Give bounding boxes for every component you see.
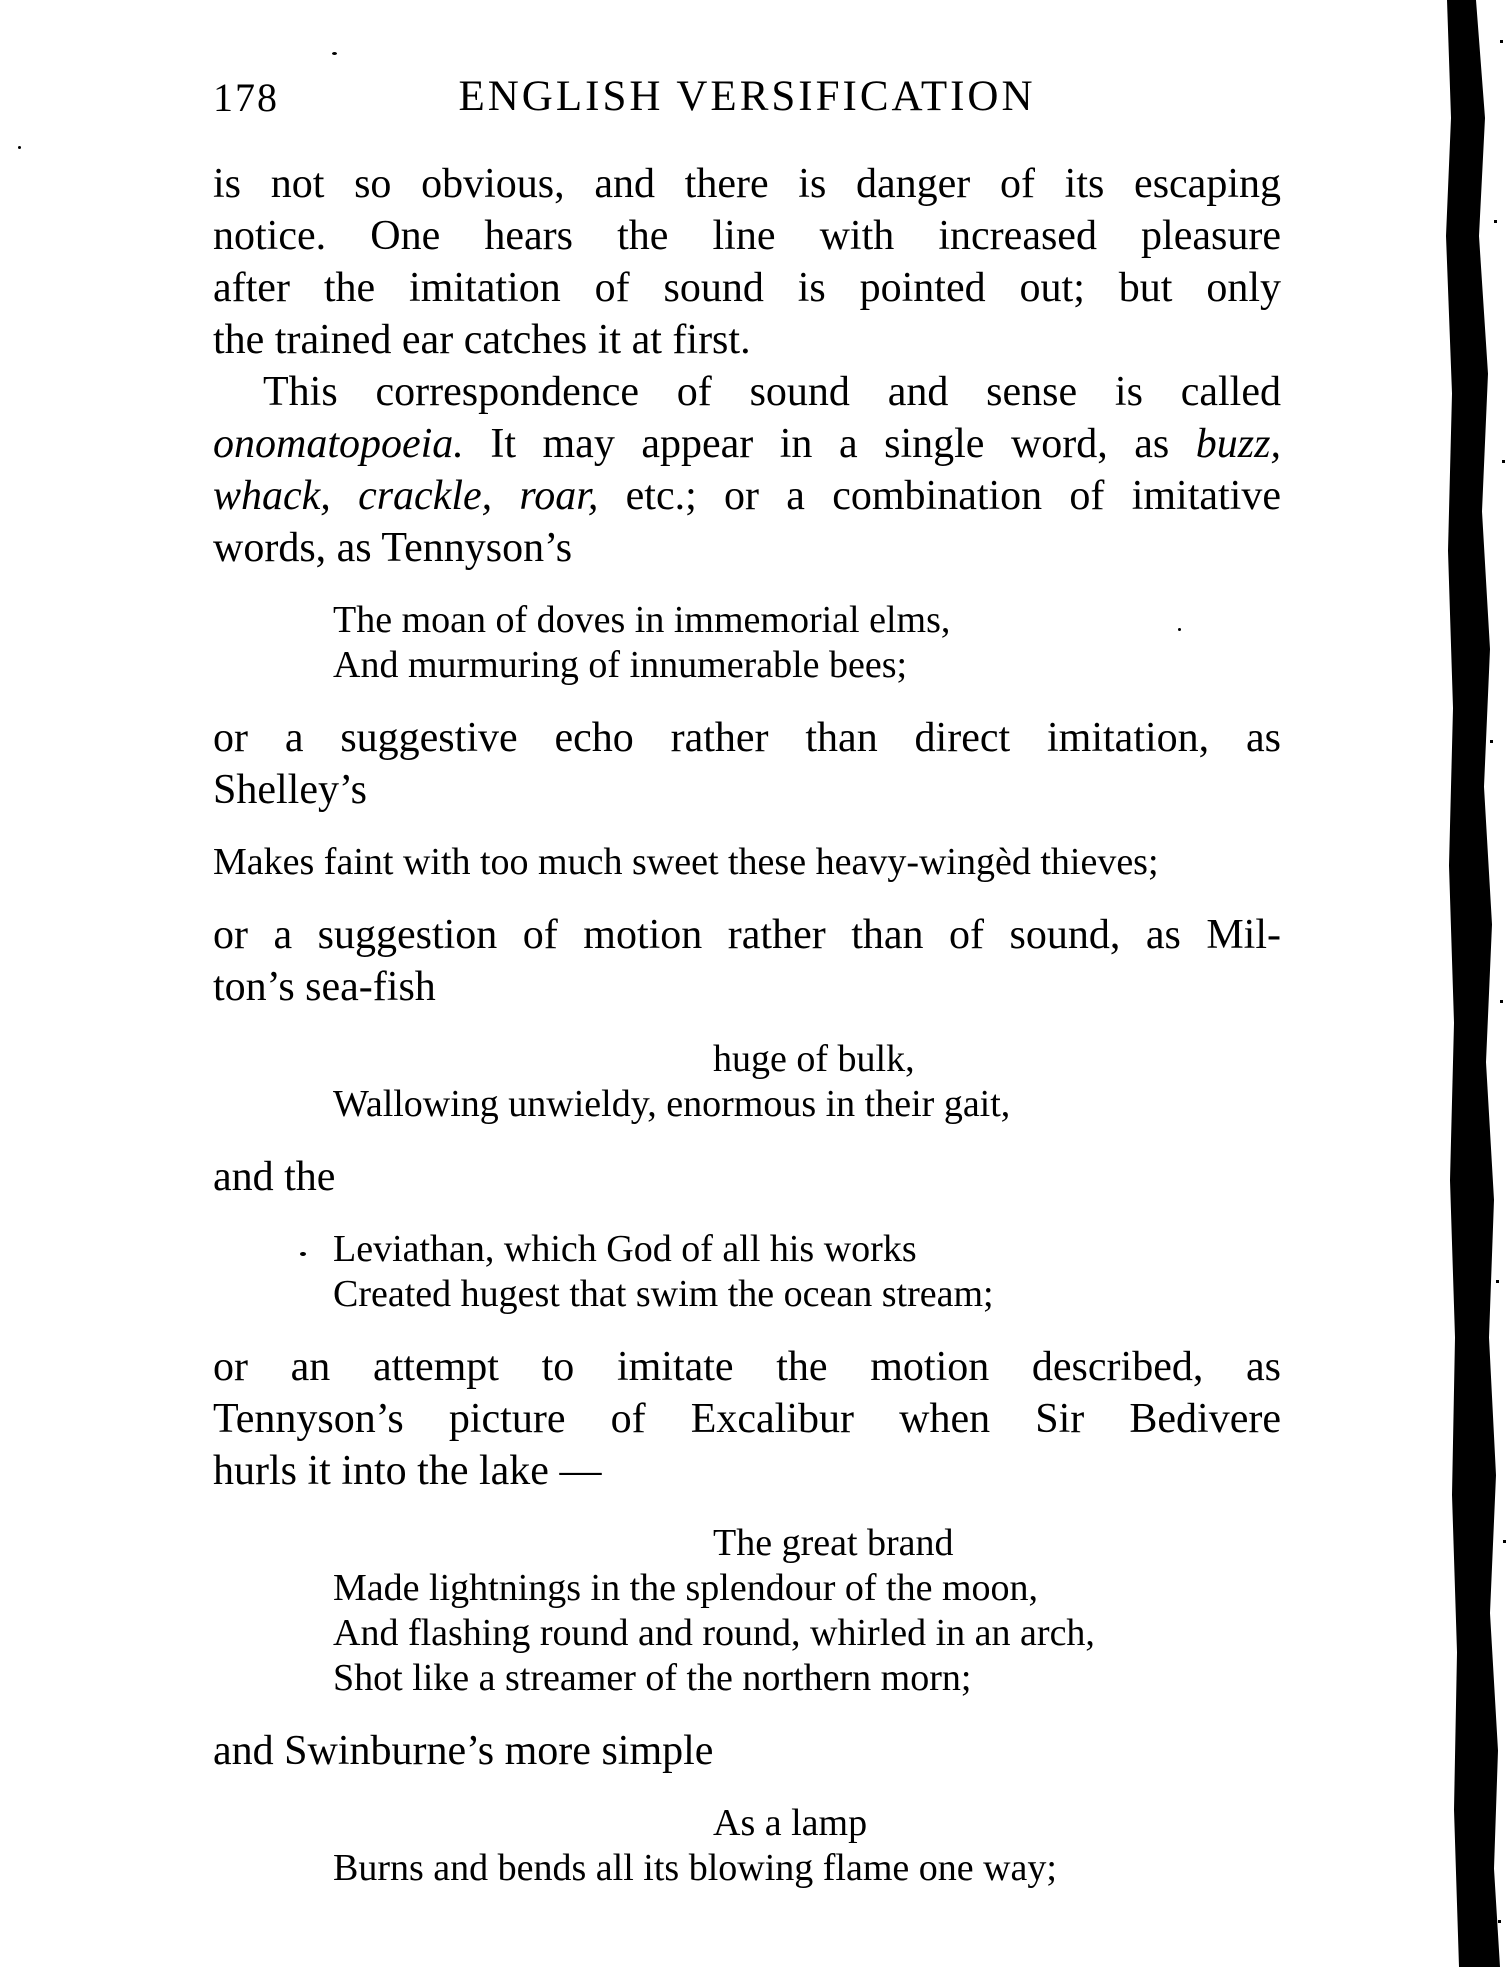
text-line: notice. One hears the line with increased pleasure xyxy=(213,213,1281,259)
text-line: The moan of doves in immemorial elms, xyxy=(333,599,951,641)
paragraph-block xyxy=(213,712,1281,816)
paragraph-block xyxy=(213,909,1281,1013)
paragraph-block xyxy=(213,1725,1281,1777)
verse-block xyxy=(213,840,1281,885)
verse-block xyxy=(213,1227,1281,1317)
paragraph-block xyxy=(213,1341,1281,1497)
italic-segment: whack, crackle, roar, xyxy=(213,473,599,519)
italic-segment: onomatopoeia. xyxy=(213,421,464,467)
text-line: Created hugest that swim the ocean stream; xyxy=(333,1273,994,1315)
text-line: the trained ear catches it at first. xyxy=(213,317,751,363)
text-line: is not so obvious, and there is danger of its escaping xyxy=(213,161,1281,207)
text-line: after the imitation of sound is pointed out; but only xyxy=(213,265,1281,311)
text-line: Shelley’s xyxy=(213,767,367,813)
text-line: And murmuring of innumerable bees; xyxy=(333,644,908,686)
text-segment: etc.; or a combination of imitative xyxy=(598,473,1281,519)
text-line: Tennyson’s picture of Excalibur when Sir Bedivere xyxy=(213,1396,1281,1442)
ink-speck xyxy=(1178,628,1181,631)
ink-speck xyxy=(332,52,337,55)
paragraph-block xyxy=(213,158,1281,366)
text-line: ton’s sea-fish xyxy=(213,964,436,1010)
page-header xyxy=(213,74,1281,122)
text-line xyxy=(213,470,1281,522)
text-content xyxy=(213,158,1281,1891)
text-segment: It may appear in a single word, as xyxy=(463,421,1196,467)
text-line: hurls it into the lake — xyxy=(213,1448,602,1494)
page-number: 178 xyxy=(213,75,279,120)
text-line: Made lightnings in the splendour of the moon, xyxy=(333,1567,1039,1609)
text-line: or an attempt to imitate the motion described, as xyxy=(213,1344,1281,1390)
ink-speck xyxy=(300,1252,306,1256)
running-head-title: ENGLISH VERSIFICATION xyxy=(458,73,1036,120)
paragraph-block xyxy=(213,366,1281,574)
text-line: or a suggestive echo rather than direct imitation, as xyxy=(213,715,1281,761)
text-line: or a suggestion of motion rather than of sound, as Mil- xyxy=(213,912,1281,958)
text-line: The great brand xyxy=(713,1522,954,1564)
italic-segment: buzz, xyxy=(1195,421,1281,467)
text-line: and Swinburne’s more simple xyxy=(213,1728,714,1774)
text-line: Makes faint with too much sweet these heavy-wingèd thieves; xyxy=(213,841,1159,883)
verse-block xyxy=(213,1521,1281,1701)
text-line: and the xyxy=(213,1154,336,1200)
page-content xyxy=(213,74,1281,1891)
verse-block xyxy=(213,1037,1281,1127)
text-line: words, as Tennyson’s xyxy=(213,525,573,571)
scan-edge-band xyxy=(1444,0,1507,1967)
text-line xyxy=(213,418,1281,470)
text-line: Burns and bends all its blowing flame one way; xyxy=(333,1847,1057,1889)
verse-block xyxy=(213,598,1281,688)
ink-speck xyxy=(18,146,21,149)
paragraph-block xyxy=(213,1151,1281,1203)
verse-block xyxy=(213,1801,1281,1891)
text-line: This correspondence of sound and sense is called xyxy=(263,369,1281,415)
text-line: Wallowing unwieldy, enormous in their gait, xyxy=(333,1083,1011,1125)
scan-noise-speckles xyxy=(1500,40,1503,43)
text-line: Leviathan, which God of all his works xyxy=(333,1228,917,1270)
text-line: As a lamp xyxy=(713,1802,868,1844)
text-line: And flashing round and round, whirled in an arch, xyxy=(333,1612,1095,1654)
text-line: Shot like a streamer of the northern morn; xyxy=(333,1657,972,1699)
text-line: huge of bulk, xyxy=(713,1038,915,1080)
